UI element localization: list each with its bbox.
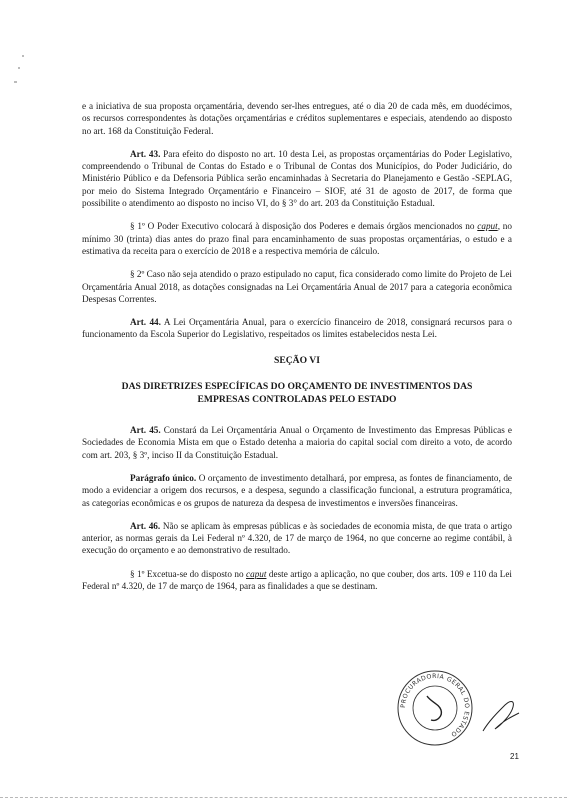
article-44-text: A Lei Orçamentária Anual, para o exercício financeiro de 2018, consignará recursos para o funcionamento da Escola Superior do Legislativo, respeitados os limites estabelecidos nesta Lei. bbox=[82, 317, 512, 340]
article-46-text: Não se aplicam às empresas públicas e às sociedades de economia mista, de que trata o artigo anterior, as normas gerais da Lei Federal nº 4.320, de 17 de março de 1964, no que concerne ao regime contábil, à execução do orçamento e ao demonstrativo de resultado. bbox=[82, 520, 512, 556]
scan-bottom-edge bbox=[0, 797, 567, 798]
article-43-label: Art. 43. bbox=[130, 148, 161, 159]
article-45-sole-paragraph-text: O orçamento de investimento detalhará, por empresa, as fontes de financiamento, de modo a evidenciar a origem dos recursos, e a despesa, segundo a classificação funcional, a estrutura programática, as categorias econômicas e os grupos de natureza da despesa de investimentos e inversões financeiras. bbox=[82, 472, 512, 508]
article-46 bbox=[82, 520, 512, 557]
article-45-sole-paragraph-label: Parágrafo único. bbox=[130, 472, 197, 483]
article-44 bbox=[82, 316, 512, 341]
article-43-text: Para efeito do disposto no art. 10 desta Lei, as propostas orçamentárias do Poder Legislativo, compreendendo o Tribunal de Contas do Estado e o Tribunal de Contas dos Municípios, do Poder Judiciário, do Ministério Público e da Defensoria Pública serão encaminhadas à Secretaria do Planejamento e Gestão -SEPLAG, por meio do Sistema Integrado Orçamentário e Financeiro – SIOF, até 31 de agosto de 2017, de forma que possibilite o atendimento ao disposto no inciso VI, do § 3° do art. 203 da Constituição Estadual. bbox=[82, 148, 513, 209]
handwritten-signature bbox=[475, 695, 525, 735]
article-43-paragraph-1-caput: caput bbox=[477, 221, 498, 232]
article-43-paragraph-1-label: § 1º bbox=[130, 221, 145, 232]
section-subtitle-line-2: EMPRESAS CONTROLADAS PELO ESTADO bbox=[197, 393, 397, 405]
article-45-sole-paragraph bbox=[82, 472, 512, 509]
article-46-label: Art. 46. bbox=[130, 520, 161, 531]
article-46-paragraph-1-text-a: Excetua-se do disposto no bbox=[144, 568, 247, 579]
article-43-paragraph-2 bbox=[82, 268, 512, 305]
article-46-paragraph-1-text-b: deste artigo a aplicação, no que couber, dos arts. 109 e 110 da Lei Federal nº 4.320, de 17 de março de 1964, para as finalidades a que se destinam. bbox=[82, 568, 512, 592]
page-number: 21 bbox=[510, 752, 519, 761]
article-45-text: Constará da Lei Orçamentária Anual o Orçamento de Investimento das Empresas Públicas e Sociedades de Economia Mista em que o Estado detenha a maioria do capital social com direito a voto, de acordo com art. 203, § 3º, inciso II da Constituição Estadual. bbox=[82, 425, 513, 460]
article-43-paragraph-2-text: Caso não seja atendido o prazo estipulado no caput, fica considerado como limite do Projeto de Lei Orçamentária Anual 2018, as dotações consignadas na Lei Orçamentária Anual de 2017 para a categoria econômica Despesas Correntes. bbox=[82, 269, 512, 304]
paragraph-intro bbox=[82, 100, 512, 137]
official-stamp bbox=[395, 668, 475, 748]
paragraph-intro-text: e a iniciativa de sua proposta orçamentária, devendo ser-lhes entregues, até o dia 20 de cada mês, em duodécimos, os recursos correspondentes às dotações orçamentárias e créditos suplementares e especiais, atendendo ao disposto no art. 168 da Constituição Federal. bbox=[82, 101, 512, 136]
article-43 bbox=[82, 148, 512, 209]
article-43-paragraph-1-text-a: O Poder Executivo colocará à disposição dos Poderes e demais órgãos mencionados no bbox=[144, 221, 478, 232]
article-43-paragraph-1 bbox=[82, 220, 512, 257]
article-43-paragraph-1-text-b: , no mínimo 30 (trinta) dias antes do prazo final para encaminhamento de suas propostas orçamentárias, o estudo e a estimativa da receita para o exercício de 2018 e a respectiva memória de cálculo. bbox=[82, 221, 512, 256]
article-46-paragraph-1 bbox=[82, 568, 512, 593]
article-44-label: Art. 44. bbox=[130, 317, 161, 328]
article-45 bbox=[82, 424, 512, 461]
section-subtitle bbox=[82, 381, 512, 406]
article-45-label: Art. 45. bbox=[130, 425, 161, 436]
section-subtitle-line-1: DAS DIRETRIZES ESPECÍFICAS DO ORÇAMENTO DE INVESTIMENTOS DAS bbox=[121, 381, 473, 393]
article-43-paragraph-2-label: § 2º bbox=[130, 269, 145, 280]
scan-margin-marks bbox=[10, 40, 40, 100]
article-46-paragraph-1-caput: caput bbox=[246, 568, 267, 579]
article-46-paragraph-1-label: § 1º bbox=[130, 568, 145, 579]
document-body bbox=[82, 100, 512, 603]
svg-text:PROCURADORIA GERAL DO ESTADO bbox=[400, 673, 470, 738]
section-title: SEÇÃO VI bbox=[274, 354, 320, 366]
stamp-ring-text: PROCURADORIA GERAL DO ESTADO bbox=[399, 672, 471, 738]
